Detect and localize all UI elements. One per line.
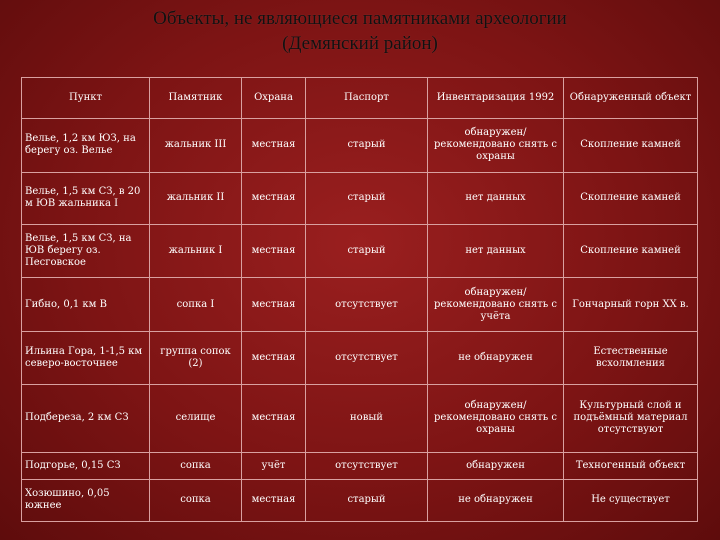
cell-inventory: не обнаружен <box>428 331 564 385</box>
cell-protection: местная <box>242 331 306 385</box>
cell-passport: старый <box>306 172 428 224</box>
cell-found-object: Скопление камней <box>564 172 698 224</box>
cell-passport: отсутствует <box>306 278 428 332</box>
header-cell-inventory: Инвентаризация 1992 <box>428 78 564 119</box>
cell-inventory: обнаружен/ рекомендовано снять с охраны <box>428 119 564 173</box>
cell-protection: учёт <box>242 452 306 479</box>
cell-point: Подбереза, 2 км СЗ <box>22 385 150 452</box>
cell-point: Велье, 1,5 км СЗ, на ЮВ берегу оз. Песговское <box>22 224 150 278</box>
cell-passport: отсутствует <box>306 452 428 479</box>
header-cell-passport: Паспорт <box>306 78 428 119</box>
cell-monument: жальник III <box>150 119 242 173</box>
cell-protection: местная <box>242 278 306 332</box>
cell-passport: новый <box>306 385 428 452</box>
cell-inventory: обнаружен/ рекомендовано снять с охраны <box>428 385 564 452</box>
cell-found-object: Скопление камней <box>564 119 698 173</box>
objects-table <box>21 77 698 522</box>
table-row <box>22 452 698 479</box>
cell-passport: старый <box>306 119 428 173</box>
table-row <box>22 331 698 385</box>
cell-inventory: обнаружен <box>428 452 564 479</box>
table-row <box>22 385 698 452</box>
table-row <box>22 278 698 332</box>
title-line-2: (Демянский район) <box>282 33 438 54</box>
table-row <box>22 224 698 278</box>
cell-point: Подгорье, 0,15 СЗ <box>22 452 150 479</box>
cell-found-object: Не существует <box>564 479 698 521</box>
cell-monument: жальник II <box>150 172 242 224</box>
table-header-row <box>22 78 698 119</box>
title-line-1: Объекты, не являющиеся памятниками археологии <box>153 8 567 29</box>
cell-found-object: Культурный слой и подъёмный материал отсутствуют <box>564 385 698 452</box>
cell-passport: старый <box>306 224 428 278</box>
cell-protection: местная <box>242 385 306 452</box>
cell-passport: отсутствует <box>306 331 428 385</box>
cell-inventory: нет данных <box>428 224 564 278</box>
cell-point: Велье, 1,2 км ЮЗ, на берегу оз. Велье <box>22 119 150 173</box>
cell-point: Гибно, 0,1 км В <box>22 278 150 332</box>
cell-found-object: Техногенный объект <box>564 452 698 479</box>
cell-protection: местная <box>242 172 306 224</box>
cell-protection: местная <box>242 119 306 173</box>
cell-passport: старый <box>306 479 428 521</box>
cell-found-object: Гончарный горн XX в. <box>564 278 698 332</box>
cell-protection: местная <box>242 479 306 521</box>
cell-monument: селище <box>150 385 242 452</box>
cell-inventory: обнаружен/ рекомендовано снять с учёта <box>428 278 564 332</box>
cell-point: Хозюшино, 0,05 южнее <box>22 479 150 521</box>
header-cell-protection: Охрана <box>242 78 306 119</box>
cell-inventory: не обнаружен <box>428 479 564 521</box>
cell-monument: группа сопок (2) <box>150 331 242 385</box>
cell-point: Велье, 1,5 км СЗ, в 20 м ЮВ жальника I <box>22 172 150 224</box>
header-cell-found-object: Обнаруженный объект <box>564 78 698 119</box>
cell-monument: жальник I <box>150 224 242 278</box>
cell-found-object: Естественные всхолмления <box>564 331 698 385</box>
table-row <box>22 172 698 224</box>
slide-title <box>0 6 720 56</box>
header-cell-monument: Памятник <box>150 78 242 119</box>
table-row <box>22 119 698 173</box>
cell-monument: сопка <box>150 452 242 479</box>
cell-protection: местная <box>242 224 306 278</box>
cell-monument: сопка <box>150 479 242 521</box>
table-row <box>22 479 698 521</box>
header-cell-point: Пункт <box>22 78 150 119</box>
cell-monument: сопка I <box>150 278 242 332</box>
cell-point: Ильина Гора, 1-1,5 км северо-восточнее <box>22 331 150 385</box>
cell-inventory: нет данных <box>428 172 564 224</box>
cell-found-object: Скопление камней <box>564 224 698 278</box>
